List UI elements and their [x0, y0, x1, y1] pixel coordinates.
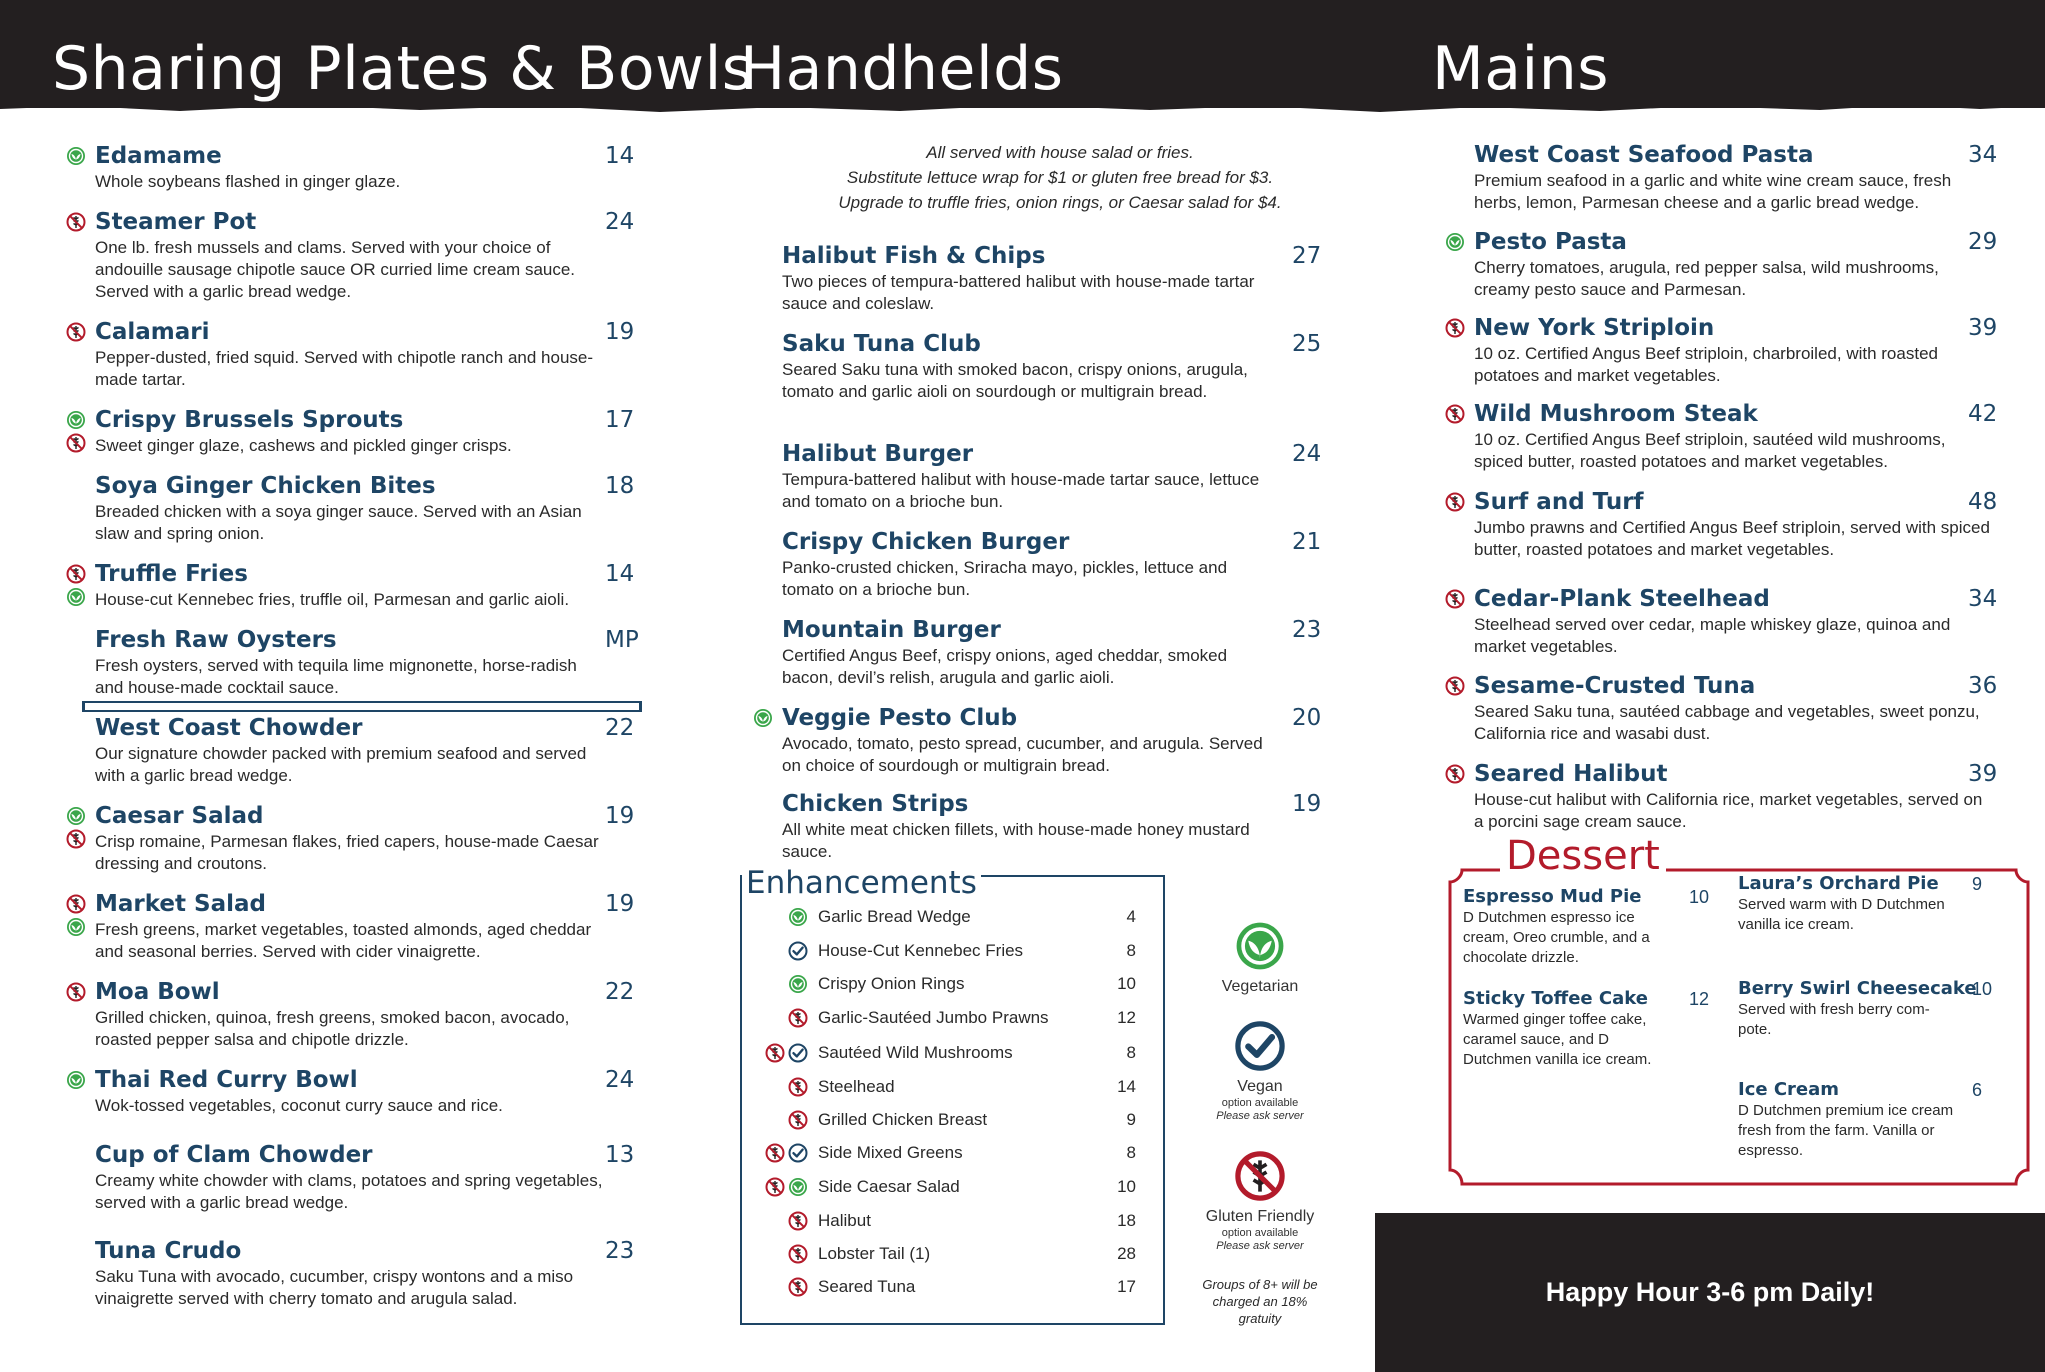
- note-line: All served with house salad or fries.: [926, 143, 1194, 162]
- item-name: Halibut Fish & Chips: [782, 243, 1046, 269]
- item-price: 24: [605, 1067, 635, 1093]
- menu-item: [95, 560, 655, 611]
- item-name: Cedar-Plank Steelhead: [1474, 586, 1770, 612]
- dessert-description: Served with fresh berry com-pote.: [1738, 1001, 1930, 1038]
- menu-item: [95, 1066, 655, 1117]
- gluten-friendly-icon: [1445, 492, 1465, 512]
- gluten-friendly-icon: [765, 1177, 785, 1197]
- enhancement-name: Garlic Bread Wedge: [818, 907, 971, 926]
- legend-vegetarian: [1200, 920, 1320, 997]
- menu-item: [1474, 760, 2014, 833]
- legend-vegan-note: Please ask server: [1216, 1110, 1304, 1122]
- item-description: Cherry tomatoes, arugula, red pepper salsa, wild mushrooms, creamy pesto sauce and Parmesan.: [1474, 258, 1939, 299]
- section-title-handhelds: Handhelds: [740, 34, 1064, 104]
- dessert-description: D Dutchmen espresso ice cream, Oreo crumble, and a chocolate drizzle.: [1463, 909, 1650, 966]
- handhelds-notes: [780, 140, 1340, 215]
- item-price: 23: [605, 1238, 635, 1264]
- legend-vegetarian-label: Vegetarian: [1221, 978, 1299, 995]
- dietary-icons: [66, 212, 86, 232]
- item-price: MP: [605, 627, 639, 653]
- menu-item: [95, 1141, 655, 1214]
- enhancement-name: Side Caesar Salad: [818, 1177, 960, 1196]
- gluten-friendly-icon: [1445, 764, 1465, 784]
- gluten-friendly-icon: [66, 212, 86, 232]
- item-description: Premium seafood in a garlic and white wine cream sauce, fresh herbs, lemon, Parmesan cheese and a garlic bread wedge.: [1474, 171, 1952, 212]
- dessert-description: Warmed ginger toffee cake, caramel sauce, and D Dutchmen vanilla ice cream.: [1463, 1011, 1652, 1068]
- gluten-friendly-icon: [788, 1244, 808, 1264]
- enhancement-price: 8: [1126, 1143, 1136, 1162]
- item-name: Steamer Pot: [95, 209, 257, 235]
- item-name: Soya Ginger Chicken Bites: [95, 473, 436, 499]
- vegetarian-icon: [788, 1177, 808, 1197]
- gluten-friendly-icon: [765, 1143, 785, 1163]
- gluten-friendly-icon: [1234, 1150, 1286, 1202]
- enhancements-title: Enhancements: [742, 864, 981, 902]
- dietary-icons: [788, 974, 808, 994]
- menu-item: [95, 890, 655, 963]
- vegetarian-icon: [753, 708, 773, 728]
- item-price: 20: [1292, 705, 1322, 731]
- item-description: Creamy white chowder with clams, potatoes and spring vegetables, served with a garlic bread wedge.: [95, 1171, 603, 1212]
- menu-item: [782, 616, 1322, 689]
- gluten-friendly-icon: [765, 1043, 785, 1063]
- dessert-name: Sticky Toffee Cake: [1463, 988, 1648, 1009]
- dessert-price: 9: [1972, 874, 1983, 894]
- gluten-friendly-icon: [788, 1008, 808, 1028]
- item-name: New York Striploin: [1474, 315, 1715, 341]
- dessert-item: [1463, 988, 1710, 1070]
- gluten-friendly-icon: [66, 433, 86, 453]
- gluten-friendly-icon: [1445, 404, 1465, 424]
- enhancement-price: 10: [1117, 1177, 1136, 1196]
- gluten-friendly-icon: [1445, 318, 1465, 338]
- item-price: 19: [1292, 791, 1322, 817]
- item-description: Saku Tuna with avocado, cucumber, crispy wontons and a miso vinaigrette served with cherry tomato and arugula salad.: [95, 1267, 574, 1308]
- vegetarian-icon: [788, 907, 808, 927]
- section-title-sharing: Sharing Plates & Bowls: [52, 34, 754, 104]
- legend-gf-label: Gluten Friendly: [1205, 1208, 1315, 1225]
- menu-item: [1474, 228, 2014, 301]
- dietary-icons: [788, 1077, 808, 1097]
- item-description: Fresh oysters, served with tequila lime mignonette, horse-radish and house-made cocktail sauce.: [95, 656, 577, 697]
- gluten-friendly-icon: [788, 1077, 808, 1097]
- item-description: Tempura-battered halibut with house-made tartar sauce, lettuce and tomato on a brioche bun.: [782, 470, 1260, 511]
- legend-gluten-friendly: [1190, 1150, 1330, 1253]
- item-name: Surf and Turf: [1474, 489, 1644, 515]
- item-price: 24: [1292, 441, 1322, 467]
- menu-item: [782, 790, 1322, 863]
- menu-item: [1474, 488, 2014, 561]
- dietary-icons: [66, 564, 86, 607]
- item-price: 19: [605, 319, 635, 345]
- enhancement-price: 9: [1126, 1110, 1136, 1129]
- vegan-icon: [788, 941, 808, 961]
- dessert-name: Berry Swirl Cheesecake: [1738, 978, 1977, 999]
- enhancement-name: Crispy Onion Rings: [818, 974, 965, 993]
- item-description: House-cut Kennebec fries, truffle oil, Parmesan and garlic aioli.: [95, 590, 570, 609]
- enhancement-price: 8: [1126, 941, 1136, 960]
- item-price: 19: [605, 891, 635, 917]
- item-name: Moa Bowl: [95, 979, 220, 1005]
- vegetarian-icon: [66, 917, 86, 937]
- item-price: 23: [1292, 617, 1322, 643]
- item-description: Avocado, tomato, pesto spread, cucumber, and arugula. Served on choice of sourdough or multigrain bread.: [782, 734, 1263, 775]
- gluten-friendly-icon: [66, 564, 86, 584]
- item-description: Whole soybeans flashed in ginger glaze.: [95, 172, 401, 191]
- item-price: 34: [1968, 586, 1998, 612]
- dessert-item: [1738, 1079, 2008, 1161]
- legend-gf-sub: option available: [1221, 1227, 1299, 1239]
- item-description: 10 oz. Certified Angus Beef striploin, charbroiled, with roasted potatoes and market vegetables.: [1474, 344, 1938, 385]
- legend-vegan-sub: option available: [1221, 1097, 1299, 1109]
- dietary-icons: [765, 1143, 808, 1163]
- menu-item: [1474, 672, 2014, 745]
- item-price: 14: [605, 143, 635, 169]
- item-name: Wild Mushroom Steak: [1474, 401, 1758, 427]
- menu-item: [95, 626, 655, 699]
- enhancement-price: 4: [1126, 907, 1136, 926]
- gluten-friendly-icon: [1445, 676, 1465, 696]
- item-name: West Coast Chowder: [95, 715, 363, 741]
- menu-item: [1474, 314, 2014, 387]
- dietary-icons: [1445, 492, 1465, 512]
- menu-item: [782, 242, 1322, 315]
- gluten-friendly-icon: [788, 1110, 808, 1130]
- dietary-icons: [788, 1244, 808, 1264]
- item-name: Chicken Strips: [782, 791, 969, 817]
- item-price: 21: [1292, 529, 1322, 555]
- item-name: Sesame-Crusted Tuna: [1474, 673, 1756, 699]
- dessert-name: Laura’s Orchard Pie: [1738, 873, 1939, 894]
- dietary-icons: [1445, 318, 1465, 338]
- vegetarian-icon: [1445, 232, 1465, 252]
- item-description: Crisp romaine, Parmesan flakes, fried capers, house-made Caesar dressing and croutons.: [95, 832, 599, 873]
- item-name: Crispy Chicken Burger: [782, 529, 1070, 555]
- legend-vegan-label: Vegan: [1237, 1078, 1283, 1095]
- item-price: 22: [605, 715, 635, 741]
- item-description: Pepper-dusted, fried squid. Served with chipotle ranch and house-made tartar.: [95, 348, 594, 389]
- item-name: Cup of Clam Chowder: [95, 1142, 373, 1168]
- item-name: Halibut Burger: [782, 441, 974, 467]
- dietary-icons: [1445, 676, 1465, 696]
- menu-item: [95, 1237, 655, 1310]
- gluten-friendly-icon: [788, 1277, 808, 1297]
- item-price: 19: [605, 803, 635, 829]
- dietary-icons: [66, 982, 86, 1002]
- item-price: 13: [605, 1142, 635, 1168]
- vegetarian-icon: [66, 587, 86, 607]
- dessert-name: Ice Cream: [1738, 1079, 1840, 1100]
- item-price: 25: [1292, 331, 1322, 357]
- item-description: Our signature chowder packed with premium seafood and served with a garlic bread wedge.: [95, 744, 587, 785]
- item-price: 48: [1968, 489, 1998, 515]
- vegetarian-icon: [1234, 920, 1286, 972]
- item-description: Two pieces of tempura-battered halibut with house-made tartar sauce and coleslaw.: [782, 272, 1255, 313]
- item-description: Sweet ginger glaze, cashews and pickled ginger crisps.: [95, 436, 512, 455]
- happy-hour-banner: Happy Hour 3-6 pm Daily!: [1375, 1213, 2045, 1372]
- menu-item: [782, 440, 1322, 513]
- note-line: Substitute lettuce wrap for $1 or gluten free bread for $3.: [846, 168, 1274, 187]
- gluten-friendly-icon: [66, 894, 86, 914]
- dietary-icons: [765, 1043, 808, 1063]
- item-description: One lb. fresh mussels and clams. Served with your choice of andouille sausage chipotle sauce OR curried lime cream sauce. Served with a garlic bread wedge.: [95, 238, 576, 301]
- enhancement-name: Sautéed Wild Mushrooms: [818, 1043, 1013, 1062]
- menu-item: [95, 208, 655, 303]
- item-name: Mountain Burger: [782, 617, 1001, 643]
- item-name: Caesar Salad: [95, 803, 264, 829]
- item-price: 27: [1292, 243, 1322, 269]
- item-name: Edamame: [95, 143, 222, 169]
- menu-item: [95, 318, 655, 391]
- item-price: 34: [1968, 142, 1998, 168]
- item-price: 18: [605, 473, 635, 499]
- vegan-icon: [788, 1043, 808, 1063]
- menu-item: [95, 802, 655, 875]
- item-price: 14: [605, 561, 635, 587]
- menu-item: [782, 704, 1322, 777]
- section-divider: [82, 701, 642, 712]
- note-line: Upgrade to truffle fries, onion rings, or Caesar salad for $4.: [838, 193, 1282, 212]
- dessert-description: D Dutchmen premium ice cream fresh from the farm. Vanilla or espresso.: [1738, 1102, 1954, 1159]
- enhancement-price: 17: [1117, 1277, 1136, 1296]
- item-name: Crispy Brussels Sprouts: [95, 407, 404, 433]
- dietary-icons: [788, 941, 808, 961]
- item-price: 24: [605, 209, 635, 235]
- item-description: Seared Saku tuna, sautéed cabbage and vegetables, sweet ponzu, California rice and wasabi dust.: [1474, 702, 1980, 743]
- item-price: 39: [1968, 761, 1998, 787]
- item-price: 17: [605, 407, 635, 433]
- dessert-price: 10: [1972, 979, 1993, 999]
- menu-item: [1474, 585, 2014, 658]
- legend-gf-note: Please ask server: [1216, 1240, 1304, 1252]
- dietary-icons: [66, 322, 86, 342]
- enhancement-name: Seared Tuna: [818, 1277, 916, 1296]
- menu-item: [95, 472, 655, 545]
- item-name: Thai Red Curry Bowl: [95, 1067, 358, 1093]
- menu-item: [1474, 141, 2014, 214]
- item-name: Truffle Fries: [95, 561, 248, 587]
- enhancement-name: Steelhead: [818, 1077, 895, 1096]
- menu-item: [95, 714, 655, 787]
- enhancement-price: 18: [1117, 1211, 1136, 1230]
- enhancement-price: 12: [1117, 1008, 1136, 1027]
- menu-item: [95, 406, 655, 457]
- dietary-icons: [788, 1008, 808, 1028]
- dietary-icons: [66, 410, 86, 453]
- menu-item: [782, 330, 1322, 403]
- item-description: Panko-crusted chicken, Sriracha mayo, pickles, lettuce and tomato on a brioche bun.: [782, 558, 1228, 599]
- dessert-description: Served warm with D Dutchmen vanilla ice cream.: [1738, 896, 1945, 933]
- enhancement-name: Garlic-Sautéed Jumbo Prawns: [818, 1008, 1049, 1027]
- dietary-icons: [66, 806, 86, 849]
- item-price: 29: [1968, 229, 1998, 255]
- gluten-friendly-icon: [66, 982, 86, 1002]
- legend-vegan: [1200, 1020, 1320, 1123]
- item-name: Market Salad: [95, 891, 266, 917]
- enhancement-price: 28: [1117, 1244, 1136, 1263]
- item-description: Jumbo prawns and Certified Angus Beef striploin, served with spiced butter, roasted potatoes and market vegetables.: [1474, 518, 1990, 559]
- item-price: 42: [1968, 401, 1998, 427]
- vegan-icon: [788, 1143, 808, 1163]
- item-name: Veggie Pesto Club: [782, 705, 1018, 731]
- dessert-item: [1738, 873, 2008, 935]
- enhancement-name: Side Mixed Greens: [818, 1143, 963, 1162]
- dessert-item: [1738, 978, 2008, 1040]
- gluten-friendly-icon: [66, 322, 86, 342]
- gluten-friendly-icon: [1445, 589, 1465, 609]
- menu-item: [782, 528, 1322, 601]
- dietary-icons: [66, 1070, 86, 1090]
- dietary-icons: [788, 1211, 808, 1231]
- dessert-price: 6: [1972, 1080, 1983, 1100]
- dietary-icons: [1445, 404, 1465, 424]
- section-title-mains: Mains: [1432, 34, 1609, 104]
- gratuity-note: Groups of 8+ will be charged an 18% gratuity: [1202, 1277, 1318, 1326]
- item-description: Breaded chicken with a soya ginger sauce. Served with an Asian slaw and spring onion.: [95, 502, 582, 543]
- item-price: 22: [605, 979, 635, 1005]
- item-name: Pesto Pasta: [1474, 229, 1627, 255]
- menu-item: [1474, 400, 2014, 473]
- enhancement-name: Halibut: [818, 1211, 871, 1230]
- item-price: 39: [1968, 315, 1998, 341]
- item-description: 10 oz. Certified Angus Beef striploin, sautéed wild mushrooms, spiced butter, roasted potatoes and market vegetables.: [1474, 430, 1946, 471]
- item-name: Seared Halibut: [1474, 761, 1668, 787]
- gluten-friendly-icon: [66, 829, 86, 849]
- menu-item: [95, 142, 655, 193]
- enhancement-name: Lobster Tail (1): [818, 1244, 931, 1263]
- dietary-icons: [788, 1277, 808, 1297]
- dietary-icons: [788, 1110, 808, 1130]
- vegetarian-icon: [66, 410, 86, 430]
- item-name: Fresh Raw Oysters: [95, 627, 337, 653]
- item-description: Certified Angus Beef, crispy onions, aged cheddar, smoked bacon, devil’s relish, arugula and garlic aioli.: [782, 646, 1228, 687]
- enhancement-name: Grilled Chicken Breast: [818, 1110, 988, 1129]
- item-description: All white meat chicken fillets, with house-made honey mustard sauce.: [782, 820, 1250, 861]
- enhancement-price: 10: [1117, 974, 1136, 993]
- item-description: House-cut halibut with California rice, market vegetables, served on a porcini sage cream sauce.: [1474, 790, 1983, 831]
- item-name: Tuna Crudo: [95, 1238, 242, 1264]
- dietary-icons: [753, 708, 773, 728]
- gluten-friendly-icon: [788, 1211, 808, 1231]
- vegetarian-icon: [66, 146, 86, 166]
- menu-item: [95, 978, 655, 1051]
- item-name: Calamari: [95, 319, 210, 345]
- item-name: Saku Tuna Club: [782, 331, 981, 357]
- item-description: Fresh greens, market vegetables, toasted almonds, aged cheddar and seasonal berries. Served with cider vinaigrette.: [95, 920, 592, 961]
- vegetarian-icon: [788, 974, 808, 994]
- dietary-icons: [66, 894, 86, 937]
- dietary-icons: [1445, 764, 1465, 784]
- dessert-item: [1463, 886, 1710, 968]
- item-description: Steelhead served over cedar, maple whiskey glaze, quinoa and market vegetables.: [1474, 615, 1951, 656]
- dietary-icons: [1445, 589, 1465, 609]
- enhancement-price: 14: [1117, 1077, 1136, 1096]
- dessert-price: 10: [1689, 887, 1710, 907]
- item-name: West Coast Seafood Pasta: [1474, 142, 1814, 168]
- vegetarian-icon: [66, 1070, 86, 1090]
- dietary-icons: [66, 146, 86, 166]
- enhancement-price: 8: [1126, 1043, 1136, 1062]
- item-description: Grilled chicken, quinoa, fresh greens, smoked bacon, avocado, roasted pepper salsa and chipotle drizzle.: [95, 1008, 570, 1049]
- enhancement-name: House-Cut Kennebec Fries: [818, 941, 1024, 960]
- item-price: 36: [1968, 673, 1998, 699]
- dietary-icons: [788, 907, 808, 927]
- dessert-name: Espresso Mud Pie: [1463, 886, 1642, 907]
- vegetarian-icon: [66, 806, 86, 826]
- vegan-icon: [1234, 1020, 1286, 1072]
- dessert-title: Dessert: [1500, 832, 1666, 880]
- item-description: Seared Saku tuna with smoked bacon, crispy onions, arugula, tomato and garlic aioli on sourdough or multigrain bread.: [782, 360, 1248, 401]
- dietary-icons: [1445, 232, 1465, 252]
- dietary-icons: [765, 1177, 808, 1197]
- item-description: Wok-tossed vegetables, coconut curry sauce and rice.: [95, 1096, 503, 1115]
- dessert-price: 12: [1689, 989, 1710, 1009]
